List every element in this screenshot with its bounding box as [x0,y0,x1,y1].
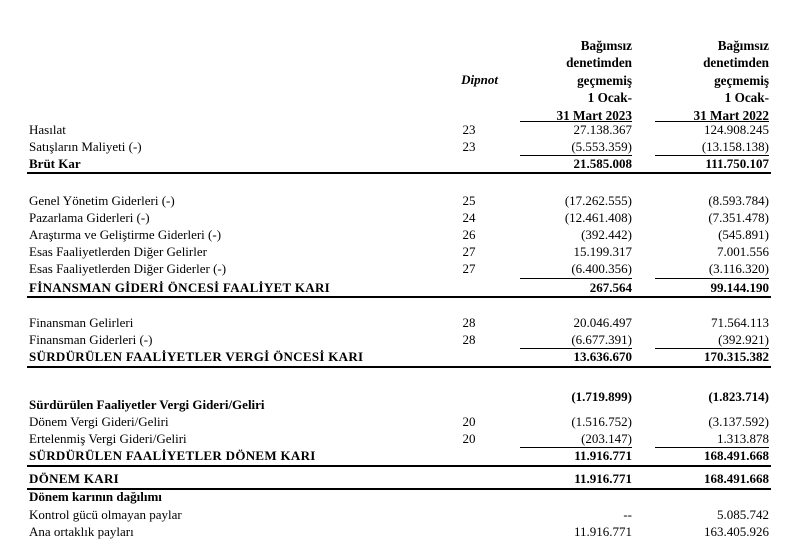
row-value-2022: 7.001.556 [717,244,769,259]
row-label: Dönem Vergi Gideri/Geliri [29,414,169,429]
table-row [0,413,792,430]
total-rule [27,296,771,298]
row-value-2022: (3.137.592) [708,414,769,429]
table-row [0,506,792,523]
row-label: Ana ortaklık payları [29,524,134,539]
header-line: geçmemiş [714,72,769,88]
row-value-2022: (545.891) [718,227,769,242]
row-label: Finansman Gelirleri [29,315,134,330]
table-row [0,138,792,155]
table-row [0,447,792,464]
table-row [0,523,792,540]
row-value-2023: 27.138.367 [573,122,632,137]
header-line: geçmemiş [577,72,632,88]
table-row [0,430,792,447]
section-label: Dönem karının dağılımı [29,489,162,504]
row-label: Esas Faaliyetlerden Diğer Gelirler [29,244,207,259]
table-row [0,348,792,365]
table-row [0,488,792,505]
row-value-2023: (1.516.752) [571,414,632,429]
row-value-2023: (5.553.359) [571,139,632,154]
row-value-2022: 99.144.190 [710,280,769,295]
row-value-2023: (6.400.356) [571,261,632,276]
row-label: SÜRDÜRÜLEN FAALİYETLER DÖNEM KARI [29,448,316,463]
row-label: Hasılat [29,122,66,137]
table-row [0,121,792,138]
table-row [0,260,792,277]
column-header-2022 [655,37,769,124]
total-rule [27,172,771,174]
row-value-2023: (6.677.391) [571,332,632,347]
row-value-2023: 11.916.771 [573,524,632,539]
row-value-2023: (1.719.899) [571,389,632,404]
row-value-2023: (392.442) [581,227,632,242]
row-label: SÜRDÜRÜLEN FAALİYETLER VERGİ ÖNCESİ KARI [29,349,364,364]
row-label: Kontrol gücü olmayan paylar [29,507,182,522]
row-note: 24 [462,210,476,225]
row-value-2022: 170.315.382 [704,349,769,364]
row-label: FİNANSMAN GİDERİ ÖNCESİ FAALİYET KARI [29,280,330,295]
table-row [0,243,792,260]
row-label: Finansman Giderleri (-) [29,332,153,347]
table-row [0,470,792,487]
row-label: Esas Faaliyetlerden Diğer Giderler (-) [29,261,227,276]
table-row [0,314,792,331]
row-value-2022: (7.351.478) [708,210,769,225]
row-value-2022: 168.491.668 [704,471,769,486]
row-value-2022: 1.313.878 [717,431,769,446]
row-note: 28 [462,332,476,347]
header-line: 31 Mart 2022 [693,107,769,123]
row-value-2022: (392.921) [718,332,769,347]
row-value-2023: (203.147) [581,431,632,446]
row-value-2023: 267.564 [589,280,632,295]
table-row [0,192,792,209]
row-note: 27 [462,244,476,259]
dipnot-header: Dipnot [461,72,498,87]
header-line: 1 Ocak- [587,90,632,106]
row-note: 25 [462,193,476,208]
row-label: Satışların Maliyeti (-) [29,139,142,154]
row-label: Brüt Kar [29,156,81,171]
header-line: 1 Ocak- [724,90,769,106]
row-note: 27 [462,261,476,276]
row-note: 20 [462,414,476,429]
table-row [0,396,792,413]
row-value-2022: (13.158.138) [701,139,769,154]
row-value-2023: -- [623,507,632,522]
total-rule [27,465,771,467]
row-value-2023: 11.916.771 [574,471,632,486]
row-value-2022: (8.593.784) [708,193,769,208]
row-label: Ertelenmiş Vergi Gideri/Geliri [29,431,187,446]
row-value-2022: (3.116.320) [708,261,769,276]
row-value-2023: (17.262.555) [564,193,632,208]
table-row [0,209,792,226]
table-row [0,155,792,172]
row-note: 20 [462,431,476,446]
row-value-2022: (1.823.714) [708,389,769,404]
row-value-2023: 15.199.317 [573,244,632,259]
row-label: Sürdürülen Faaliyetler Vergi Gideri/Geliri [29,397,265,412]
header-line: Bağımsız [580,38,632,53]
table-row [0,279,792,296]
row-value-2023: 11.916.771 [574,448,632,463]
total-rule [27,366,771,368]
header-line: 31 Mart 2023 [556,107,632,123]
row-label: Genel Yönetim Giderleri (-) [29,193,175,208]
row-value-2023: (12.461.408) [564,210,632,225]
row-value-2023: 21.585.008 [573,156,632,171]
row-value-2023: 13.636.670 [573,349,632,364]
row-value-2022: 124.908.245 [704,122,769,137]
header-line: Bağımsız [717,38,769,53]
row-value-2023: 20.046.497 [573,315,632,330]
row-value-2022: 5.085.742 [717,507,769,522]
row-value-2022: 71.564.113 [710,315,769,330]
row-value-2022: 163.405.926 [704,524,769,539]
row-note: 26 [462,227,476,242]
column-header-2023 [520,37,632,124]
row-label: DÖNEM KARI [29,471,120,486]
row-value-2022: 111.750.107 [705,156,769,171]
row-label: Araştırma ve Geliştirme Giderleri (-) [29,227,222,242]
row-note: 28 [462,315,476,330]
row-value-2022: 168.491.668 [704,448,769,463]
header-line: denetimden [703,55,769,71]
header-line: denetimden [566,55,632,71]
row-note: 23 [462,139,476,154]
row-note: 23 [462,122,476,137]
table-row [0,226,792,243]
row-label: Pazarlama Giderleri (-) [29,210,150,225]
table-row [0,331,792,348]
